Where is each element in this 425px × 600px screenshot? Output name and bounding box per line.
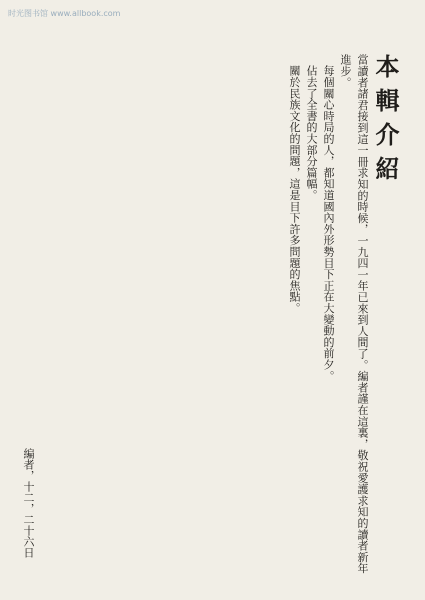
paragraph-4: 關於民族文化的問題，這是目下許多問題的焦點。	[288, 65, 301, 314]
editor-signature: 編者，十二，二十六日	[22, 448, 35, 558]
page-title: 本輯介紹	[371, 54, 400, 190]
paragraph-1: 當讀者諸君接到這一冊求知的時候，一九四一年已來到人間了。編者謹在這裏，敬祝愛護求知的讀者新年進步。	[339, 54, 369, 574]
article-body	[25, 54, 371, 574]
paragraph-2: 每個關心時局的人，都知道國內外形勢目下正在大變動的前夕。	[322, 65, 335, 382]
watermark: 时光图书馆 www.allbook.com	[8, 9, 121, 18]
paragraph-3: 佔去了全書的大部分篇幅。	[305, 65, 318, 201]
